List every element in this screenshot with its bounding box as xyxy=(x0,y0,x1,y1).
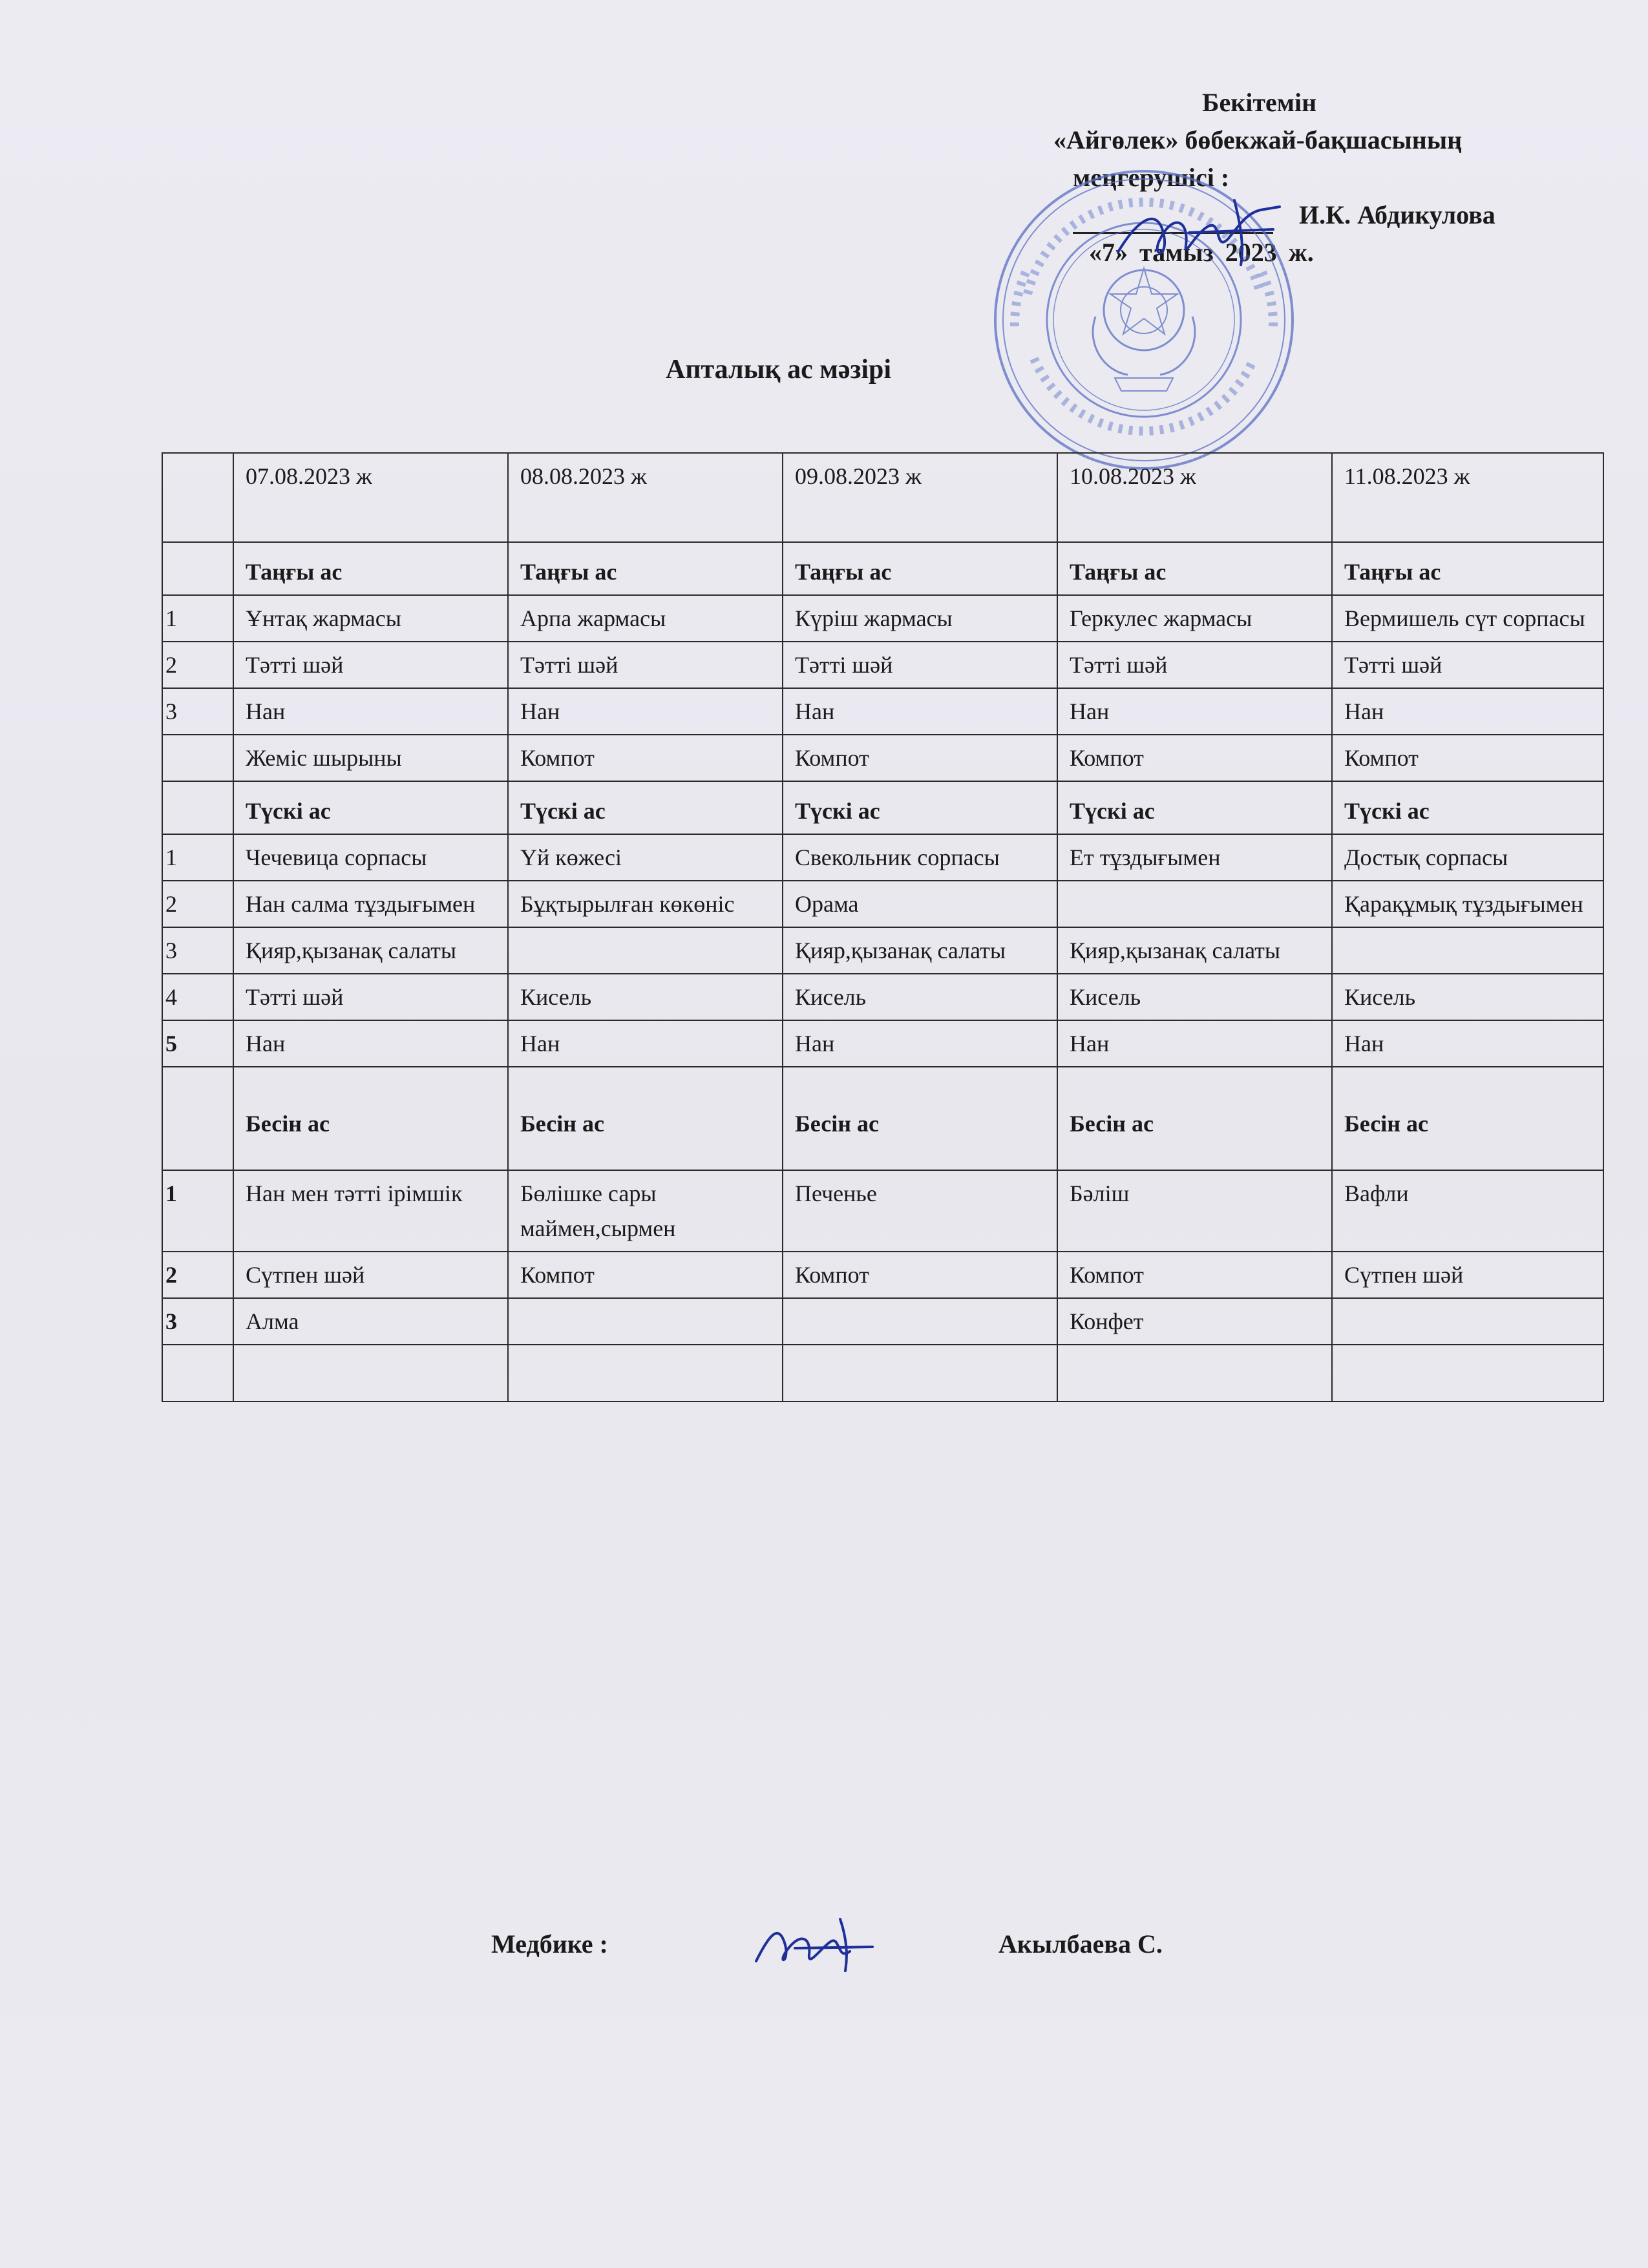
date-cell: 11.08.2023 ж xyxy=(1332,453,1603,542)
menu-row xyxy=(162,881,1603,927)
dish-cell: Тәтті шәй xyxy=(508,642,783,688)
meal-header-cell: Бесін ас xyxy=(233,1067,508,1170)
blank-cell xyxy=(233,1345,508,1402)
dish-cell: Нан xyxy=(783,688,1057,735)
menu-row xyxy=(162,595,1603,642)
row-number-cell: 2 xyxy=(162,1252,233,1298)
dish-cell: Ет тұздығымен xyxy=(1057,834,1332,881)
menu-row xyxy=(162,735,1603,781)
approval-date: «7» тамыз 2023 ж. xyxy=(1089,238,1314,267)
dish-cell: Күріш жармасы xyxy=(783,595,1057,642)
row-number-cell: 2 xyxy=(162,881,233,927)
row-number-cell: 1 xyxy=(162,1170,233,1252)
meal-header-cell: Бесін ас xyxy=(1057,1067,1332,1170)
dish-cell: Нан xyxy=(783,1020,1057,1067)
dish-cell: Печенье xyxy=(783,1170,1057,1252)
blank-cell xyxy=(1332,1345,1603,1402)
menu-row xyxy=(162,688,1603,735)
dish-cell xyxy=(508,1298,783,1345)
page-title: Апталық ас мәзірі xyxy=(666,355,892,384)
dish-cell: Вафли xyxy=(1332,1170,1603,1252)
meal-header-cell: Бесін ас xyxy=(1332,1067,1603,1170)
dish-cell: Кисель xyxy=(1057,974,1332,1020)
meal-header-row xyxy=(162,781,1603,834)
dish-cell: Сүтпен шәй xyxy=(233,1252,508,1298)
dish-cell: Компот xyxy=(1332,735,1603,781)
dish-cell: Үй көжесі xyxy=(508,834,783,881)
meal-header-cell: Таңғы ас xyxy=(783,542,1057,595)
dish-cell: Компот xyxy=(783,735,1057,781)
dish-cell: Тәтті шәй xyxy=(1332,642,1603,688)
menu-row xyxy=(162,1020,1603,1067)
row-number-cell: 1 xyxy=(162,595,233,642)
dish-cell: Нан xyxy=(508,688,783,735)
meal-header-cell: Таңғы ас xyxy=(233,542,508,595)
dish-cell: Компот xyxy=(1057,735,1332,781)
blank-row xyxy=(162,1345,1603,1402)
dish-cell: Нан xyxy=(1332,1020,1603,1067)
dish-cell: Тәтті шәй xyxy=(783,642,1057,688)
dish-cell: Кисель xyxy=(1332,974,1603,1020)
meal-header-cell: Таңғы ас xyxy=(508,542,783,595)
blank-cell xyxy=(162,1345,233,1402)
dish-cell: Нан xyxy=(1057,1020,1332,1067)
menu-row xyxy=(162,1252,1603,1298)
dish-cell: Нан xyxy=(233,688,508,735)
dish-cell: Бөлішке сары маймен,сырмен xyxy=(508,1170,783,1252)
row-number-cell: 5 xyxy=(162,1020,233,1067)
meal-header-cell: Түскі ас xyxy=(1332,781,1603,834)
row-number-cell: 1 xyxy=(162,834,233,881)
meal-header-cell: Түскі ас xyxy=(233,781,508,834)
footer-role: Медбике : xyxy=(491,1929,608,1958)
meal-header-row xyxy=(162,542,1603,595)
row-number-cell: 2 xyxy=(162,642,233,688)
dish-cell: Арпа жармасы xyxy=(508,595,783,642)
dish-cell xyxy=(508,927,783,974)
date-header-row xyxy=(162,453,1603,542)
meal-header-cell: Түскі ас xyxy=(508,781,783,834)
dish-cell: Тәтті шәй xyxy=(1057,642,1332,688)
meal-header-number-cell xyxy=(162,542,233,595)
row-number-cell: 4 xyxy=(162,974,233,1020)
dish-cell: Компот xyxy=(508,1252,783,1298)
meal-header-cell: Түскі ас xyxy=(783,781,1057,834)
menu-row xyxy=(162,834,1603,881)
dish-cell: Ұнтақ жармасы xyxy=(233,595,508,642)
dish-cell: Жеміс шырыны xyxy=(233,735,508,781)
dish-cell: Нан xyxy=(1057,688,1332,735)
meal-header-number-cell xyxy=(162,1067,233,1170)
meal-header-cell: Бесін ас xyxy=(783,1067,1057,1170)
approval-position: меңгерушісі : xyxy=(1073,163,1230,192)
nurse-signature xyxy=(750,1909,879,1974)
approval-name: И.К. Абдикулова xyxy=(1299,200,1495,229)
meal-header-cell: Бесін ас xyxy=(508,1067,783,1170)
dish-cell xyxy=(1332,1298,1603,1345)
blank-cell xyxy=(508,1345,783,1402)
row-number-cell: 3 xyxy=(162,1298,233,1345)
approval-organization: «Айгөлек» бөбекжай-бақшасының xyxy=(1053,125,1463,154)
menu-row xyxy=(162,927,1603,974)
dish-cell: Қияр,қызанақ салаты xyxy=(233,927,508,974)
dish-cell: Тәтті шәй xyxy=(233,642,508,688)
dish-cell: Бұқтырылған көкөніс xyxy=(508,881,783,927)
dish-cell: Қияр,қызанақ салаты xyxy=(1057,927,1332,974)
dish-cell: Нан xyxy=(233,1020,508,1067)
menu-row xyxy=(162,974,1603,1020)
dish-cell: Компот xyxy=(783,1252,1057,1298)
dish-cell: Алма xyxy=(233,1298,508,1345)
dish-cell xyxy=(1332,927,1603,974)
corner-cell xyxy=(162,453,233,542)
weekly-menu-table xyxy=(162,452,1604,1402)
blank-cell xyxy=(1057,1345,1332,1402)
dish-cell xyxy=(783,1298,1057,1345)
row-number-cell: 3 xyxy=(162,688,233,735)
dish-cell: Вермишель сүт сорпасы xyxy=(1332,595,1603,642)
dish-cell: Нан xyxy=(1332,688,1603,735)
dish-cell: Бәліш xyxy=(1057,1170,1332,1252)
dish-cell: Тәтті шәй xyxy=(233,974,508,1020)
dish-cell: Кисель xyxy=(508,974,783,1020)
dish-cell: Нан мен тәтті ірімшік xyxy=(233,1170,508,1252)
meal-header-cell: Таңғы ас xyxy=(1057,542,1332,595)
meal-header-cell: Таңғы ас xyxy=(1332,542,1603,595)
footer-name: Акылбаева С. xyxy=(998,1929,1163,1958)
approval-title: Бекітемін xyxy=(1202,88,1317,117)
date-cell: 08.08.2023 ж xyxy=(508,453,783,542)
dish-cell: Қияр,қызанақ салаты xyxy=(783,927,1057,974)
dish-cell: Қарақұмық тұздығымен xyxy=(1332,881,1603,927)
meal-header-number-cell xyxy=(162,781,233,834)
date-cell: 10.08.2023 ж xyxy=(1057,453,1332,542)
menu-row xyxy=(162,642,1603,688)
date-cell: 07.08.2023 ж xyxy=(233,453,508,542)
dish-cell: Кисель xyxy=(783,974,1057,1020)
row-number-cell: 3 xyxy=(162,927,233,974)
meal-header-cell: Түскі ас xyxy=(1057,781,1332,834)
row-number-cell xyxy=(162,735,233,781)
date-cell: 09.08.2023 ж xyxy=(783,453,1057,542)
dish-cell: Конфет xyxy=(1057,1298,1332,1345)
dish-cell: Нан xyxy=(508,1020,783,1067)
dish-cell: Чечевица сорпасы xyxy=(233,834,508,881)
blank-cell xyxy=(783,1345,1057,1402)
dish-cell xyxy=(1057,881,1332,927)
dish-cell: Свекольник сорпасы xyxy=(783,834,1057,881)
head-signature xyxy=(1112,194,1286,271)
dish-cell: Компот xyxy=(508,735,783,781)
dish-cell: Орама xyxy=(783,881,1057,927)
dish-cell: Нан салма тұздығымен xyxy=(233,881,508,927)
dish-cell: Геркулес жармасы xyxy=(1057,595,1332,642)
dish-cell: Компот xyxy=(1057,1252,1332,1298)
meal-header-row xyxy=(162,1067,1603,1170)
dish-cell: Достық сорпасы xyxy=(1332,834,1603,881)
menu-row xyxy=(162,1298,1603,1345)
dish-cell: Сүтпен шәй xyxy=(1332,1252,1603,1298)
menu-row xyxy=(162,1170,1603,1252)
